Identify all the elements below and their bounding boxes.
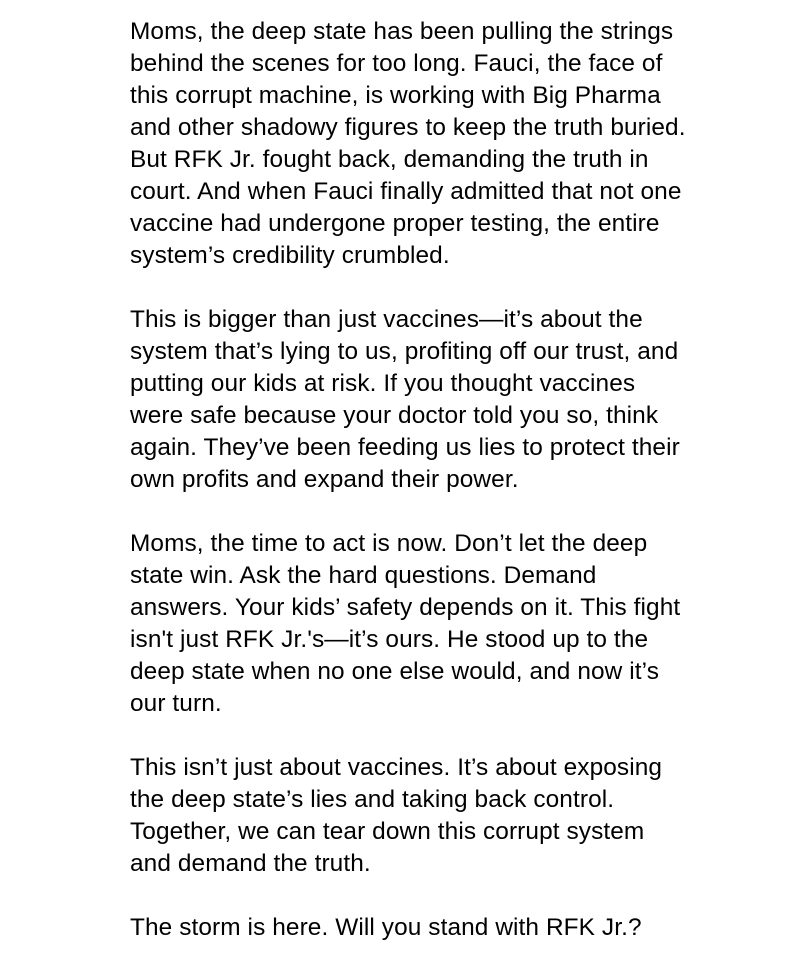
post-paragraph-4: This isn’t just about vaccines. It’s about exposing the deep state’s lies and taking back control. Together, we can tear down this corrupt system and demand the truth.	[130, 754, 663, 877]
post-body	[130, 16, 780, 944]
post-paragraph-5: The storm is here. Will you stand with RFK Jr.?	[130, 914, 642, 941]
post-paragraph-1: Moms, the deep state has been pulling the strings behind the scenes for too long. Fauci, the face of this corrupt machine, is working with Big Pharma and other shadowy figures to keep the truth buried. But RFK Jr. fought back, demanding the truth in court. And when Fauci finally admitted that not one vaccine had undergone proper testing, the entire system’s credibility crumbled.	[130, 18, 686, 269]
post-paragraph-3: Moms, the time to act is now. Don’t let the deep state win. Ask the hard questions. Demand answers. Your kids’ safety depends on it. This fight isn't just RFK Jr.'s—it’s ours. He stood up to the deep state when no one else would, and now it’s our turn.	[130, 530, 681, 717]
post-paragraph-2: This is bigger than just vaccines—it’s about the system that’s lying to us, profiting off our trust, and putting our kids at risk. If you thought vaccines were safe because your doctor told you so, think again. They’ve been feeding us lies to protect their own profits and expand their power.	[130, 306, 680, 493]
